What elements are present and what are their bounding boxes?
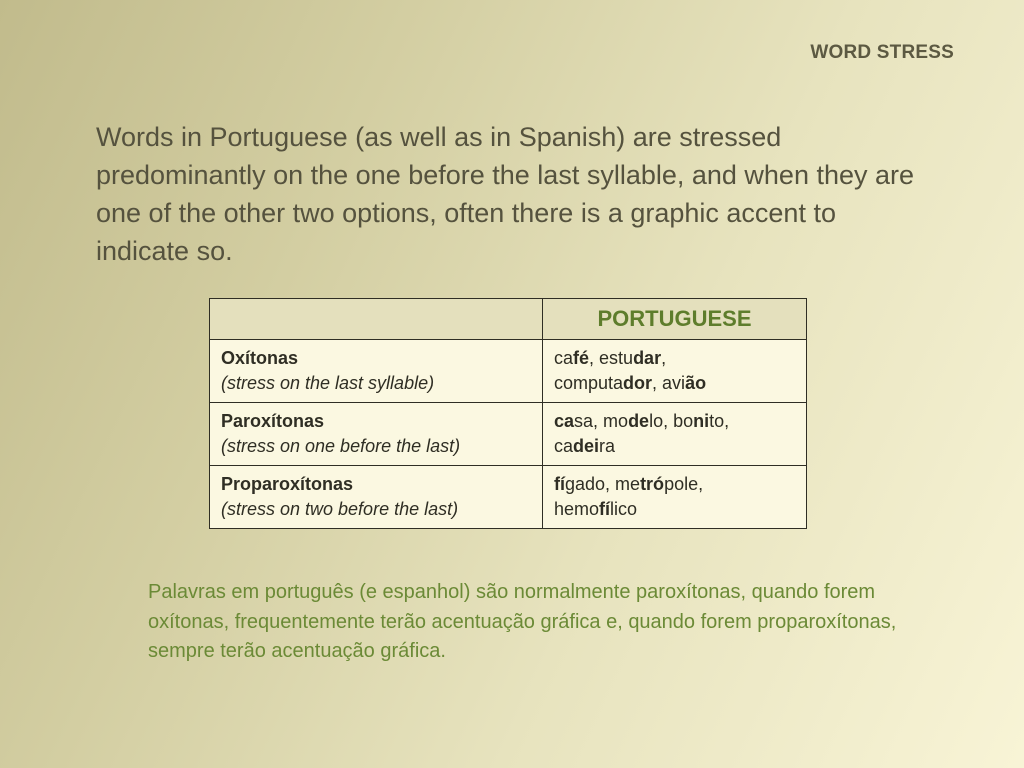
stressed-syllable: ca	[554, 411, 575, 431]
category-name: Proparoxítonas	[221, 474, 354, 494]
intro-paragraph: Words in Portuguese (as well as in Spanish) are stressed predominantly on the one before the last syllable, and when they are one of the other two options, often there is a graphic accent to indicate so.	[96, 122, 915, 266]
word-fragment: sa, mo	[574, 411, 629, 431]
stressed-syllable: tró	[640, 474, 665, 494]
word-fragment: gado, me	[565, 474, 641, 494]
examples-cell	[543, 340, 807, 403]
category-description: (stress on the last syllable)	[221, 373, 435, 393]
stressed-syllable: de	[628, 411, 650, 431]
example-words-line	[554, 497, 795, 522]
stressed-syllable: ão	[685, 373, 707, 393]
stress-table	[209, 298, 807, 529]
stressed-syllable: fé	[573, 348, 590, 368]
word-fragment: to,	[709, 411, 730, 431]
table-row-oxitonas	[210, 340, 807, 403]
example-words-line	[554, 472, 795, 497]
word-fragment: lico	[610, 499, 638, 519]
example-words-line	[554, 346, 795, 371]
word-fragment: hemo	[554, 499, 600, 519]
category-cell	[210, 403, 543, 466]
stress-table-container	[209, 298, 807, 529]
stressed-syllable: dor	[623, 373, 653, 393]
word-fragment: , estu	[589, 348, 634, 368]
category-name: Paroxítonas	[221, 411, 325, 431]
word-fragment: lo, bo	[649, 411, 694, 431]
word-fragment: ra	[599, 436, 616, 456]
table-row-proparoxitonas	[210, 466, 807, 529]
example-words-line	[554, 434, 795, 459]
examples-cell	[543, 466, 807, 529]
word-fragment: pole,	[664, 474, 704, 494]
table-header-row	[210, 299, 807, 340]
category-name: Oxítonas	[221, 348, 299, 368]
stressed-syllable: ni	[693, 411, 710, 431]
portuguese-note: Palavras em português (e espanhol) são normalmente paroxítonas, quando forem oxítonas, frequentemente terão acentuação gráfica e, quando forem proparoxítonas, sempre terão acentuação gráfica.	[148, 581, 897, 662]
example-words-line	[554, 371, 795, 396]
slide-title: WORD STRESS	[810, 42, 954, 63]
category-description: (stress on one before the last)	[221, 436, 461, 456]
category-description: (stress on two before the last)	[221, 499, 459, 519]
example-words-line	[554, 409, 795, 434]
word-fragment: ca	[554, 348, 574, 368]
word-fragment: computa	[554, 373, 624, 393]
category-cell	[210, 340, 543, 403]
stressed-syllable: fí	[554, 474, 565, 494]
word-fragment: , avi	[652, 373, 686, 393]
stressed-syllable: fí	[599, 499, 611, 519]
word-fragment: ,	[661, 348, 667, 368]
category-cell	[210, 466, 543, 529]
header-portuguese: PORTUGUESE	[543, 299, 807, 340]
header-empty-cell	[210, 299, 543, 340]
word-fragment: ca	[554, 436, 574, 456]
table-row-paroxitonas	[210, 403, 807, 466]
stressed-syllable: dei	[573, 436, 600, 456]
examples-cell	[543, 403, 807, 466]
stressed-syllable: dar	[633, 348, 662, 368]
